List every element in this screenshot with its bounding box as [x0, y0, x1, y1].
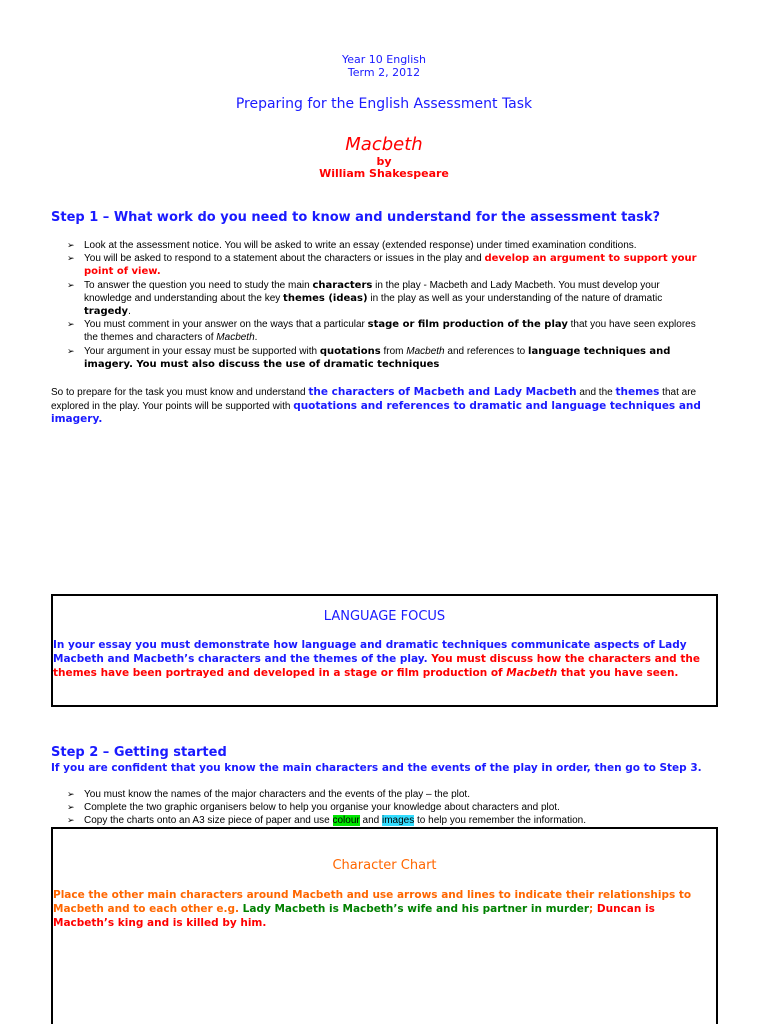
language-focus-text: In your essay you must demonstrate how language and dramatic techniques communicate aspects of Lady Macbeth and Macbeth’s characters and the themes of the play. You must discuss how the characters and the themes have been portrayed and developed in a stage or film production of Macbeth that you have seen. [53, 639, 700, 679]
language-focus-box [51, 594, 718, 707]
list-item: ➢ Copy the charts onto an A3 size piece of paper and use colour and images to help you remember the information. [67, 815, 587, 827]
year-label [0, 53, 768, 79]
arrow-bullet-icon: ➢ [67, 319, 75, 330]
arrow-bullet-icon: ➢ [67, 253, 75, 264]
step1-heading: Step 1 – What work do you need to know and understand for the assessment task? [51, 210, 661, 225]
step2-bullet-list [67, 788, 707, 828]
list-item: ➢ You will be asked to respond to a statement about the characters or issues in the play and develop an argument to support your point of view. [67, 253, 697, 278]
colour-highlight: colour [332, 815, 360, 827]
language-focus-title: LANGUAGE FOCUS [323, 609, 446, 624]
list-item: ➢ You must comment in your answer on the ways that a particular stage or film production of the play that you have seen explores the themes and characters of Macbeth. [67, 319, 696, 344]
term-text: Term 2, 2012 [347, 66, 421, 79]
page-title: Preparing for the English Assessment Task [235, 96, 533, 112]
arrow-bullet-icon: ➢ [67, 802, 75, 813]
arrow-bullet-icon: ➢ [67, 345, 75, 356]
by-label: by [376, 155, 392, 168]
character-chart-title: Character Chart [332, 858, 437, 873]
year-text: Year 10 English [342, 53, 426, 66]
character-chart-box [51, 827, 718, 1024]
arrow-bullet-icon: ➢ [67, 815, 75, 826]
play-title: Macbeth [345, 134, 423, 155]
arrow-bullet-icon: ➢ [67, 240, 75, 250]
list-item: ➢ You must know the names of the major characters and the events of the play – the plot. [67, 789, 470, 800]
arrow-bullet-icon: ➢ [67, 789, 75, 799]
list-item: ➢ To answer the question you need to study the main characters in the play - Macbeth and Lady Macbeth. You must develop your knowledge and understanding about the key themes (ideas) in the play as well as your understanding of the nature of dramatic tragedy. [67, 279, 663, 318]
character-chart-text: Place the other main characters around Macbeth and use arrows and lines to indicate their relationships to Macbeth and to each other e.g. Lady Macbeth is Macbeth’s wife and his partner in murder; Duncan is Macbeth’s king and is killed by him. [53, 889, 692, 929]
step2-heading: Step 2 – Getting started [51, 745, 227, 760]
list-item: ➢ Complete the two graphic organisers below to help you organise your knowledge about characters and plot. [67, 802, 560, 814]
list-item: ➢ Look at the assessment notice. You will be asked to write an essay (extended response) under timed examination conditions. [67, 240, 637, 251]
author-name: William Shakespeare [319, 167, 449, 180]
summary-paragraph: So to prepare for the task you must know and understand the characters of Macbeth and Lady Macbeth and the themes that are explored in the play. Your points will be supported with quotations and references to dramatic and language techniques and imagery. [51, 386, 701, 425]
images-highlight: images [382, 815, 415, 827]
step2-subheading: If you are confident that you know the main characters and the events of the play in order, then go to Step 3. [51, 762, 702, 774]
arrow-bullet-icon: ➢ [67, 279, 75, 290]
step1-bullet-list [67, 239, 707, 371]
list-item: ➢ Your argument in your essay must be supported with quotations from Macbeth and references to language techniques and imagery. You must also discuss the use of dramatic techniques [67, 345, 671, 370]
